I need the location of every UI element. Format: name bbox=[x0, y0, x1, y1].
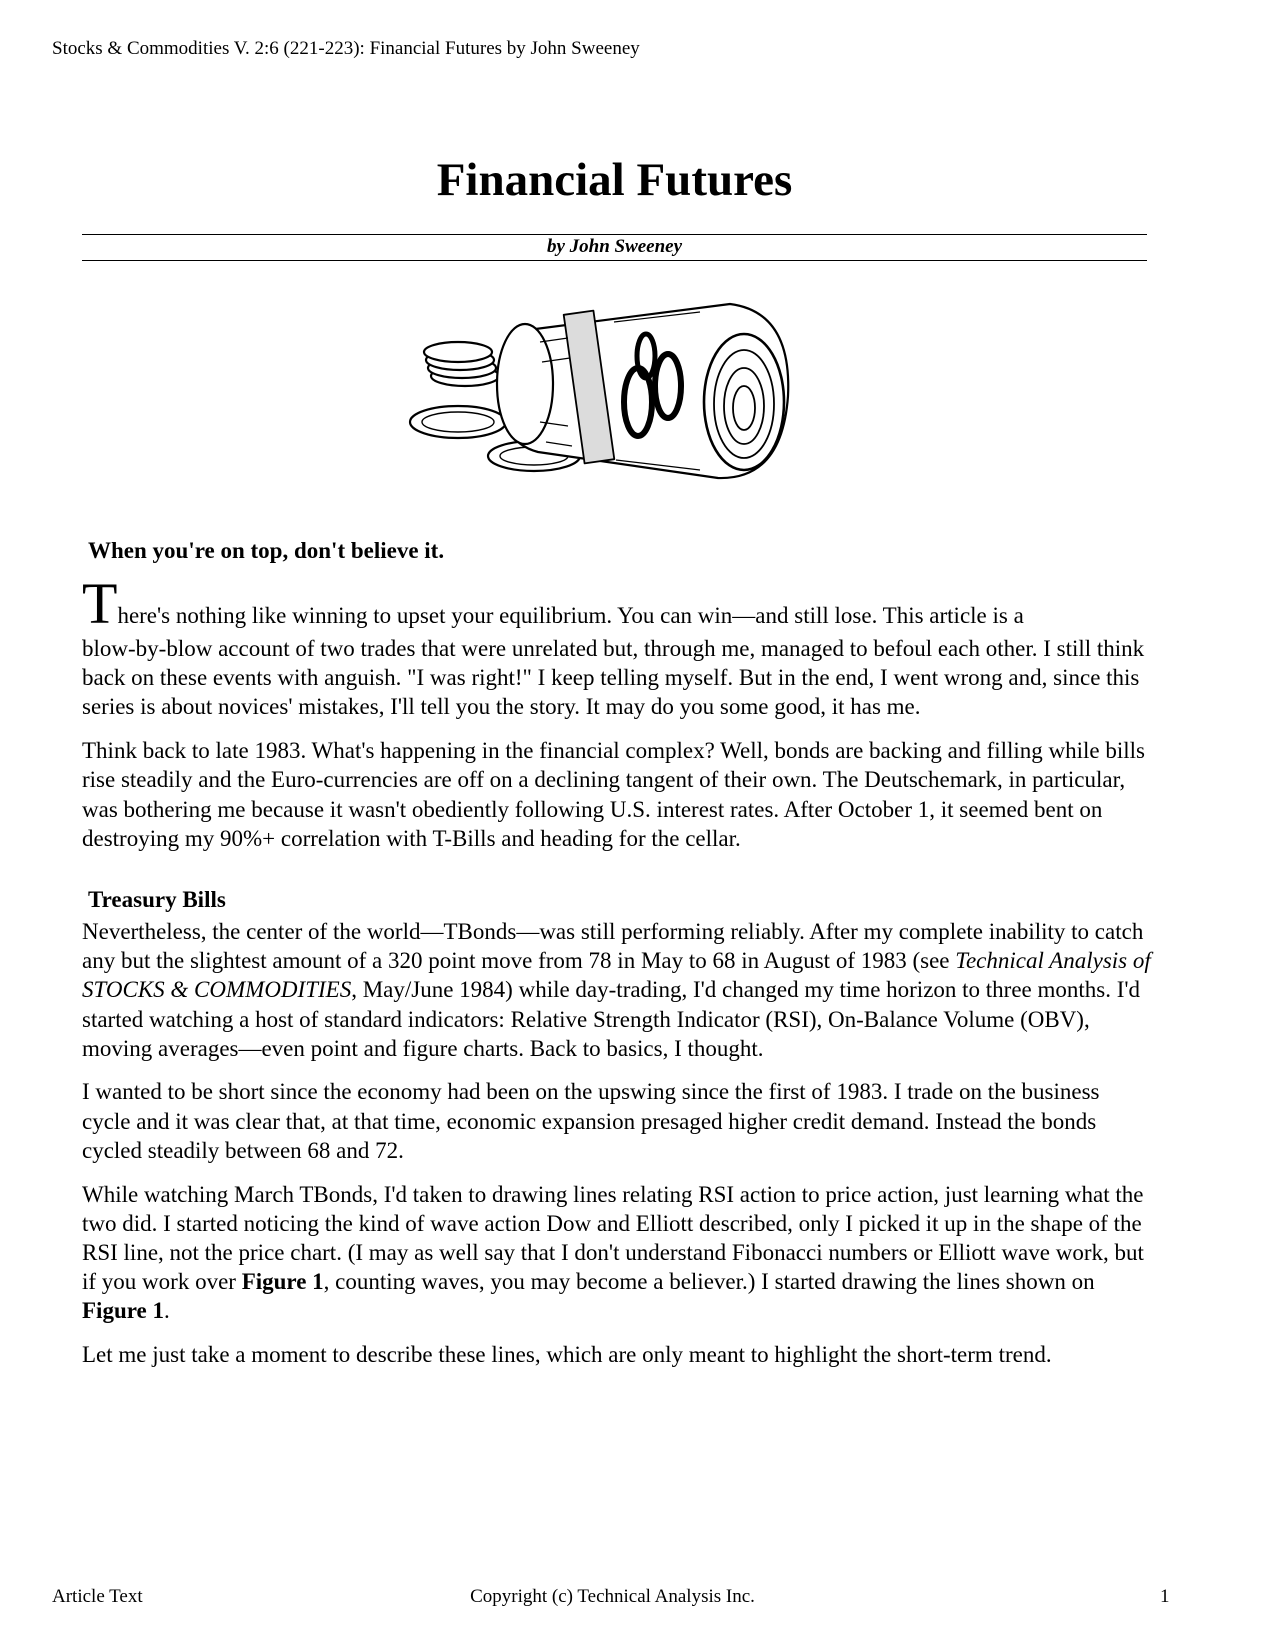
paragraph-5 bbox=[82, 1180, 1152, 1326]
paragraph-5-text-a: While watching March TBonds, I'd taken to drawing lines relating RSI action to price action, just learning what the two did. I started noticing the kind of wave action Dow and Elliott described, only I picked it up in the shape of the RSI line, not the price chart. (I may as well say that I don't understand Fibonacci numbers or Elliott wave work, but if you work over bbox=[82, 1181, 1144, 1295]
footer-copyright: Copyright (c) Technical Analysis Inc. bbox=[470, 1586, 755, 1607]
paragraph-5-text-b: , counting waves, you may become a believer.) I started drawing the lines shown on bbox=[323, 1269, 1095, 1295]
paragraph-3-text-b: , May/June 1984) while day-trading, I'd changed my time horizon to three months. I'd started watching a host of standard indicators: Relative Strength Indicator (RSI), On-Balance Volume (OBV), moving averages—even point and figure charts. Back to basics, I thought. bbox=[82, 977, 1141, 1061]
paragraph-5-text-c: . bbox=[163, 1298, 170, 1324]
byline: by John Sweeney bbox=[546, 236, 683, 257]
paragraph-6: Let me just take a moment to describe these lines, which are only meant to highlight the short-term trend. bbox=[82, 1342, 1052, 1368]
article-deck: When you're on top, don't believe it. bbox=[88, 538, 445, 563]
paragraph-1-first-line: here's nothing like winning to upset your equilibrium. You can win—and still lose. This article is a bbox=[117, 603, 1024, 628]
footer-label: Article Text bbox=[52, 1586, 143, 1607]
paragraph-2: Think back to late 1983. What's happening in the financial complex? Well, bonds are backing and filling while bills rise steadily and the Euro-currencies are off on a declining tangent of their own. The Deutschemark, in particular, was bothering me because it wasn't obediently following U.S. interest rates. After October 1, it seemed bent on destroying my 90%+ correlation with T-Bills and heading for the cellar. bbox=[82, 738, 1146, 851]
drop-cap: T bbox=[82, 571, 118, 636]
paragraph-3 bbox=[82, 917, 1152, 1063]
section-heading: Treasury Bills bbox=[88, 886, 226, 912]
figure-1-reference-second: Figure 1 bbox=[82, 1298, 164, 1324]
running-header: Stocks & Commodities V. 2:6 (221-223): Financial Futures by John Sweeney bbox=[52, 38, 640, 59]
paragraph-1-rest: blow-by-blow account of two trades that were unrelated but, through me, managed to befoul each other. I still think back on these events with anguish. "I was right!" I keep telling myself. But in the end, I went wrong and, since this series is about novices' mistakes, I'll tell you the story. It may do you some good, it has me. bbox=[82, 636, 1145, 720]
byline-top-rule bbox=[82, 234, 1147, 235]
article-body bbox=[82, 536, 1152, 1384]
paragraph-4: I wanted to be short since the economy had been on the upswing since the first of 1983. I trade on the business cycle and it was clear that, at that time, economic expansion presaged higher credit demand. Instead the bonds cycled steadily between 68 and 72. bbox=[82, 1079, 1100, 1163]
magazine-title: Technical Analysis of STOCKS & COMMODITIES bbox=[82, 948, 1151, 1003]
paragraph-1 bbox=[82, 571, 1152, 722]
page-number: 1 bbox=[1160, 1586, 1170, 1607]
figure-1-reference: Figure 1 bbox=[241, 1269, 324, 1295]
paragraph-3-text-a: Nevertheless, the center of the world—TBonds—was still performing reliably. After my complete inability to catch any but the slightest amount of a 320 point move from 78 in May to 68 in August of 1983 (see bbox=[82, 918, 1144, 974]
money-roll-and-coins-icon bbox=[400, 292, 830, 502]
article-title: Financial Futures bbox=[436, 154, 793, 206]
byline-bottom-rule bbox=[82, 260, 1147, 261]
